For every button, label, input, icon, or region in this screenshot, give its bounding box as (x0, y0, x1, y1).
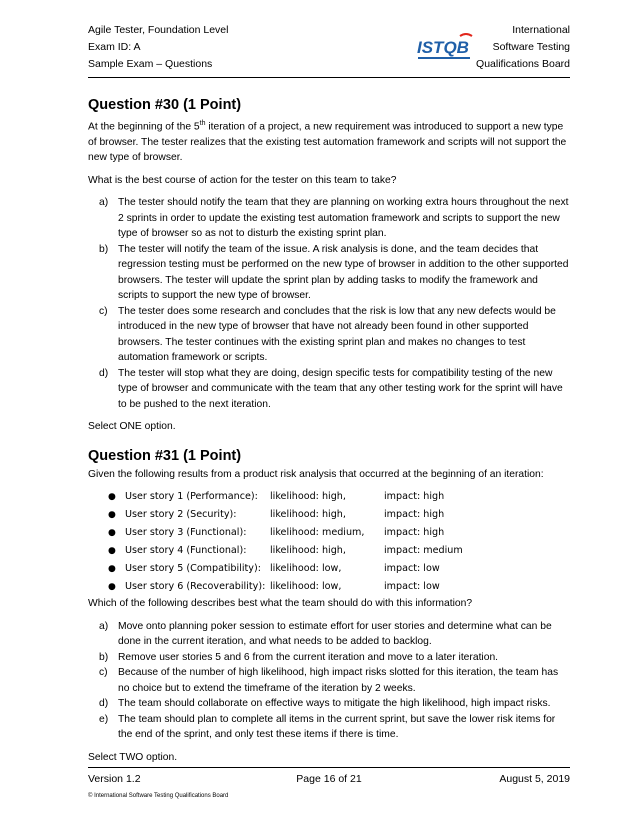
risk-item: ● User story 5 (Compatibility): likelihood: low, impact: low (108, 563, 440, 575)
footer-page-number: Page 16 of 21 (296, 773, 362, 785)
istqb-logo (416, 32, 476, 66)
risk-item: ● User story 4 (Functional): likelihood: high, impact: medium (108, 545, 463, 557)
header-exam-id: Exam ID: A (88, 41, 141, 53)
question-30-options (88, 195, 570, 412)
header-course: Agile Tester, Foundation Level (88, 24, 229, 36)
option-a: a) The tester should notify the team that they are planning on working extra hours throughout the next 2 sprints in order to update the existing test automation framework and scripts to support the new type of browser so as not to disturb the existing sprint plan. (99, 197, 569, 240)
option-c: c) Because of the number of high likelihood, high impact risks slotted for this iteration, the team has no choice but to extend the timeframe of the iteration by 2 weeks. (99, 667, 559, 694)
question-30-prompt: What is the best course of action for the tester on this team to take? (88, 174, 397, 186)
option-e: e) The team should plan to complete all items in the current sprint, but save the lower risk items for the end of the sprint, and only test these items if there is time. (99, 713, 556, 741)
risk-item: ● User story 6 (Recoverability): likelihood: low, impact: low (108, 581, 440, 593)
header-left (88, 22, 228, 73)
question-31-instruction: Select TWO option. (88, 751, 178, 763)
header-doc-type: Sample Exam – Questions (88, 58, 213, 70)
option-a: a) Move onto planning poker session to estimate effort for user stories and determine what can be done in the current iteration, and what needs to be added to backlog. (99, 620, 552, 648)
header-org-line-3: Qualifications Board (476, 58, 570, 70)
header-right (476, 22, 570, 73)
page-header (88, 22, 570, 74)
question-31-stem: Given the following results from a product risk analysis that occurred at the beginning of an iteration: (88, 468, 544, 480)
option-c: c) The tester does some research and concludes that the risk is low that any new defects would be introduced in the new type of browser that have not already been found in other supported browsers. The tester continues with the existing sprint plan and makes no changes to test automation framework or scripts. (99, 305, 556, 364)
risk-item: ● User story 2 (Security): likelihood: high, impact: high (108, 509, 445, 521)
page-content (88, 96, 570, 765)
question-30-title: Question #30 (1 Point) (88, 97, 242, 113)
risk-list (88, 488, 570, 596)
option-d: d) The team should collaborate on effective ways to mitigate the high likelihood, high impact risks. (99, 698, 551, 710)
page-footer (88, 773, 570, 789)
question-31-title: Question #31 (1 Point) (88, 447, 242, 464)
footer-date: August 5, 2019 (499, 773, 570, 785)
footer-version: Version 1.2 (88, 773, 141, 785)
risk-item: ● User story 1 (Performance): likelihood: high, impact: high (108, 491, 445, 503)
option-b: b) The tester will notify the team of the issue. A risk analysis is done, and the team decides that regression testing must be performed on the new type of browser in addition to the other supported browsers. The tester will update the sprint plan by adding tasks to modify the framework and scripts to support the new type of browser. (99, 243, 569, 302)
header-org-line-2: Software Testing (492, 41, 570, 53)
question-31-options (88, 619, 570, 743)
footer-divider (88, 767, 570, 768)
question-31-prompt: Which of the following describes best what the team should do with this information? (88, 598, 473, 610)
risk-item: ● User story 3 (Functional): likelihood: medium, impact: high (108, 527, 445, 539)
header-org-line-1: International (512, 24, 570, 36)
option-b: b) Remove user stories 5 and 6 from the current iteration and move to a later iteration. (99, 651, 499, 663)
question-30-stem: At the beginning of the 5th iteration of a project, a new requirement was introduced to support a new type of browser. The tester realizes that the existing test automation framework and scripts will not support the new type of browser. (88, 120, 567, 164)
option-d: d) The tester will stop what they are doing, design specific tests for compatibility testing of the new type of browser and communicate with the team that any other testing work for the sprint will have to be pushed to the next iteration. (99, 367, 563, 410)
question-30-instruction: Select ONE option. (88, 421, 176, 433)
logo-text: ISTQB (417, 38, 469, 57)
header-divider (88, 77, 570, 78)
footer-copyright: © International Software Testing Qualifications Board (88, 793, 229, 799)
